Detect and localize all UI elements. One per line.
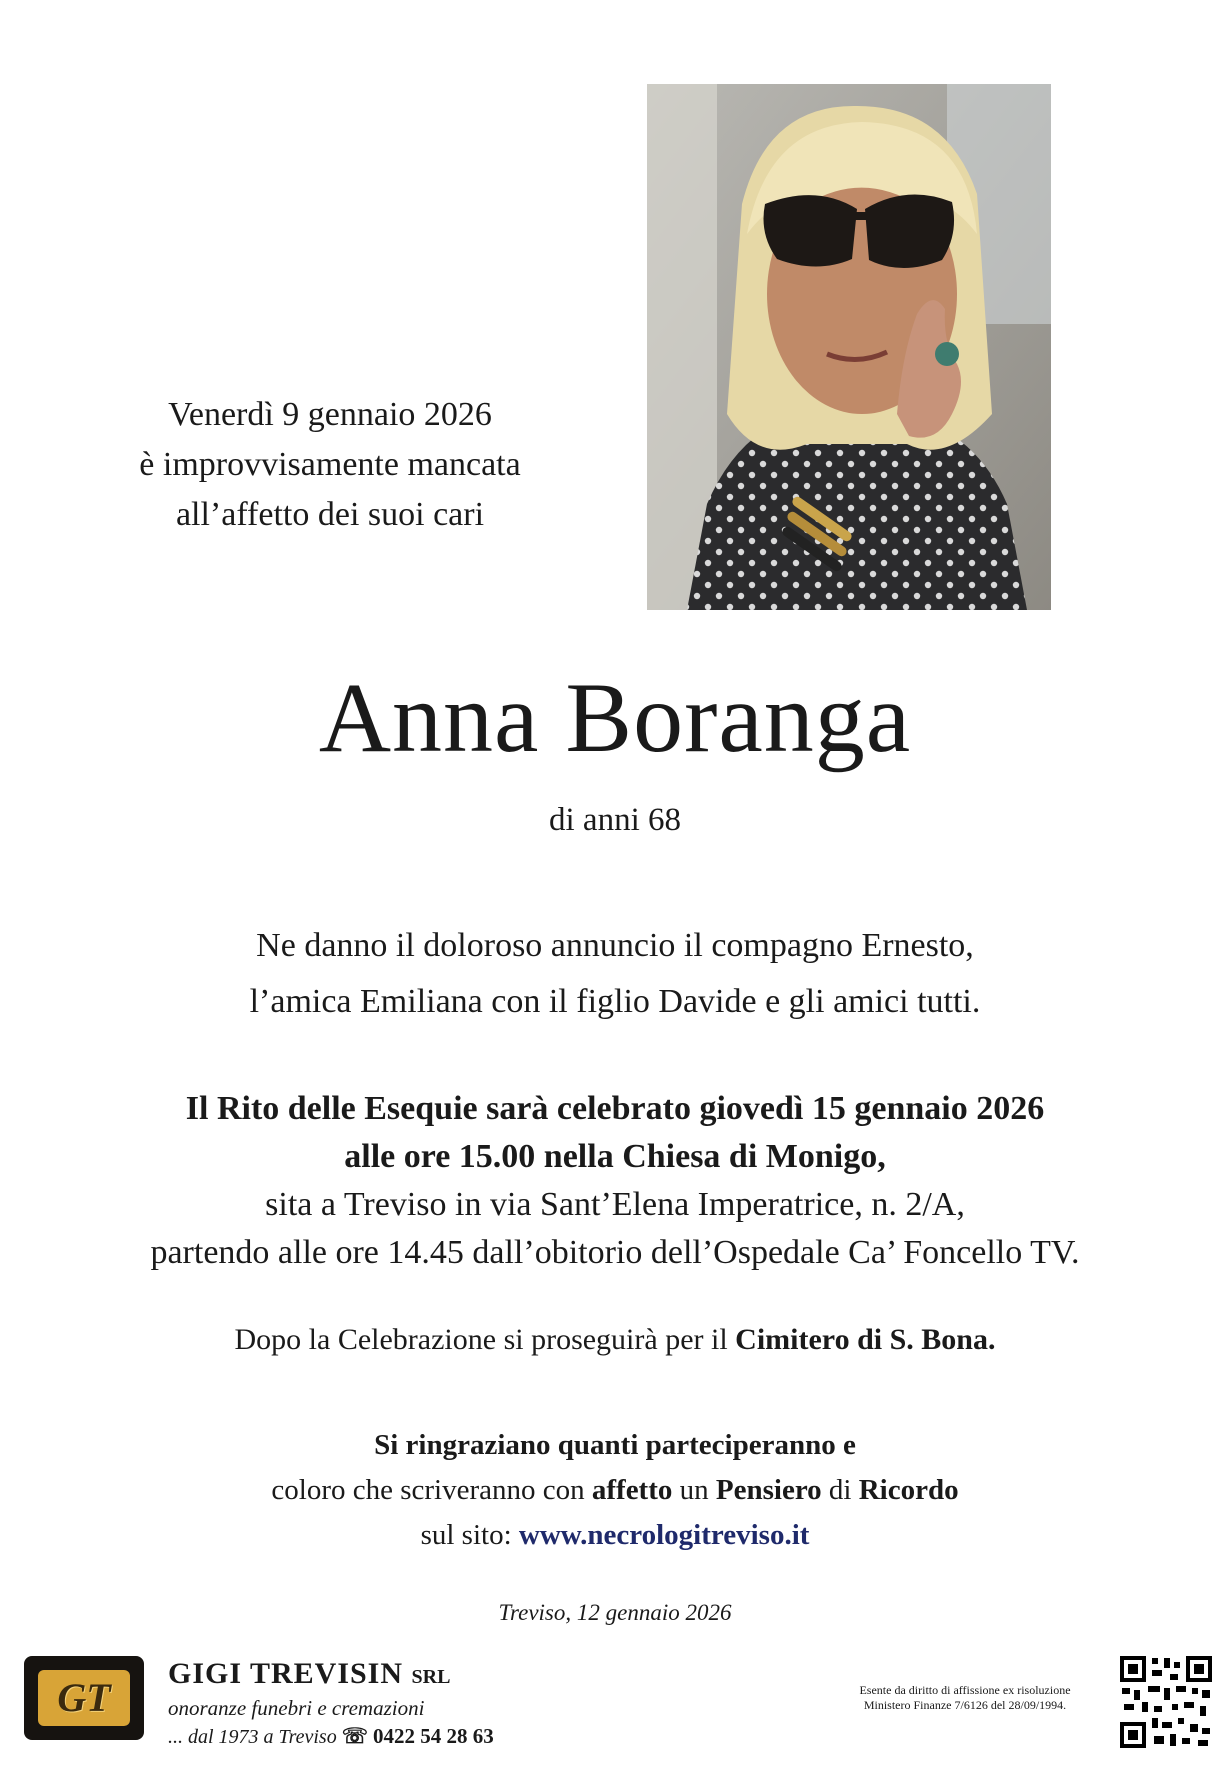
exemption-line-2: Ministero Finanze 7/6126 del 28/09/1994. <box>863 1698 1067 1712</box>
phone-icon: ☏ <box>341 1724 368 1748</box>
intro-text <box>60 390 600 540</box>
funeral-line-1: Il Rito delle Esequie sarà celebrato giovedì 15 gennaio 2026 <box>185 1090 1045 1127</box>
deceased-name: Anna Boranga <box>318 662 912 773</box>
exemption-note <box>830 1683 1100 1713</box>
qr-code-icon <box>1118 1654 1214 1750</box>
funeral-info <box>0 1085 1230 1277</box>
funeral-line-2: alle ore 15.00 nella Chiesa di Monigo, <box>344 1138 886 1175</box>
thanks-line-3 <box>0 1513 1230 1558</box>
funeral-line-4: partendo alle ore 14.45 dall’obitorio dell’Ospedale Ca’ Foncello TV. <box>150 1234 1080 1271</box>
announcement-line-1: Ne danno il doloroso annuncio il compagno Ernesto, <box>256 927 974 964</box>
portrait-photo <box>647 84 1051 610</box>
thanks-text-c: un <box>672 1474 716 1506</box>
thanks-text-a: coloro che scriveranno con <box>271 1474 592 1506</box>
burial-prefix: Dopo la Celebrazione si proseguirà per il <box>234 1323 736 1356</box>
burial-info <box>0 1318 1230 1362</box>
company-info <box>168 1656 588 1752</box>
company-since <box>168 1721 588 1752</box>
place-date: Treviso, 12 gennaio 2026 <box>498 1600 732 1625</box>
company-name-text: GIGI TREVISIN <box>168 1657 404 1690</box>
thanks-word-pensiero: Pensiero <box>715 1474 822 1506</box>
deceased-age: di anni 68 <box>549 802 681 838</box>
intro-line-3: all’affetto dei suoi cari <box>175 496 485 533</box>
intro-line-2: è improvvisamente mancata <box>139 446 521 483</box>
announcement-line-2: l’amica Emiliana con il figlio Davide e gli amici tutti. <box>249 983 981 1020</box>
qr-code[interactable] <box>1118 1654 1214 1750</box>
thanks-text-e: di <box>821 1474 859 1506</box>
thanks-line-2 <box>0 1468 1230 1513</box>
logo-monogram: GT <box>38 1670 130 1726</box>
company-logo <box>24 1656 144 1740</box>
intro-line-1: Venerdì 9 gennaio 2026 <box>168 396 492 433</box>
thanks-line-1: Si ringraziano quanti parteciperanno e <box>374 1429 856 1461</box>
thanks-word-ricordo: Ricordo <box>858 1474 959 1506</box>
company-name <box>168 1656 588 1695</box>
thanks-word-affetto: affetto <box>591 1474 673 1506</box>
website-prefix: sul sito: <box>420 1519 519 1551</box>
company-tagline: onoranze funebri e cremazioni <box>168 1696 425 1720</box>
phone-number: 0422 54 28 63 <box>372 1724 494 1748</box>
funeral-line-3: sita a Treviso in via Sant’Elena Imperatrice, n. 2/A, <box>265 1186 965 1223</box>
burial-place: Cimitero di S. Bona. <box>735 1323 996 1356</box>
thanks-note <box>0 1423 1230 1558</box>
since-text: ... dal 1973 a Treviso <box>168 1726 337 1748</box>
company-suffix: SRL <box>411 1666 451 1688</box>
portrait-illustration <box>647 84 1051 610</box>
announcement <box>0 918 1230 1030</box>
website-link[interactable]: www.necrologitreviso.it <box>518 1519 810 1551</box>
exemption-line-1: Esente da diritto di affissione ex risoluzione <box>859 1683 1071 1697</box>
